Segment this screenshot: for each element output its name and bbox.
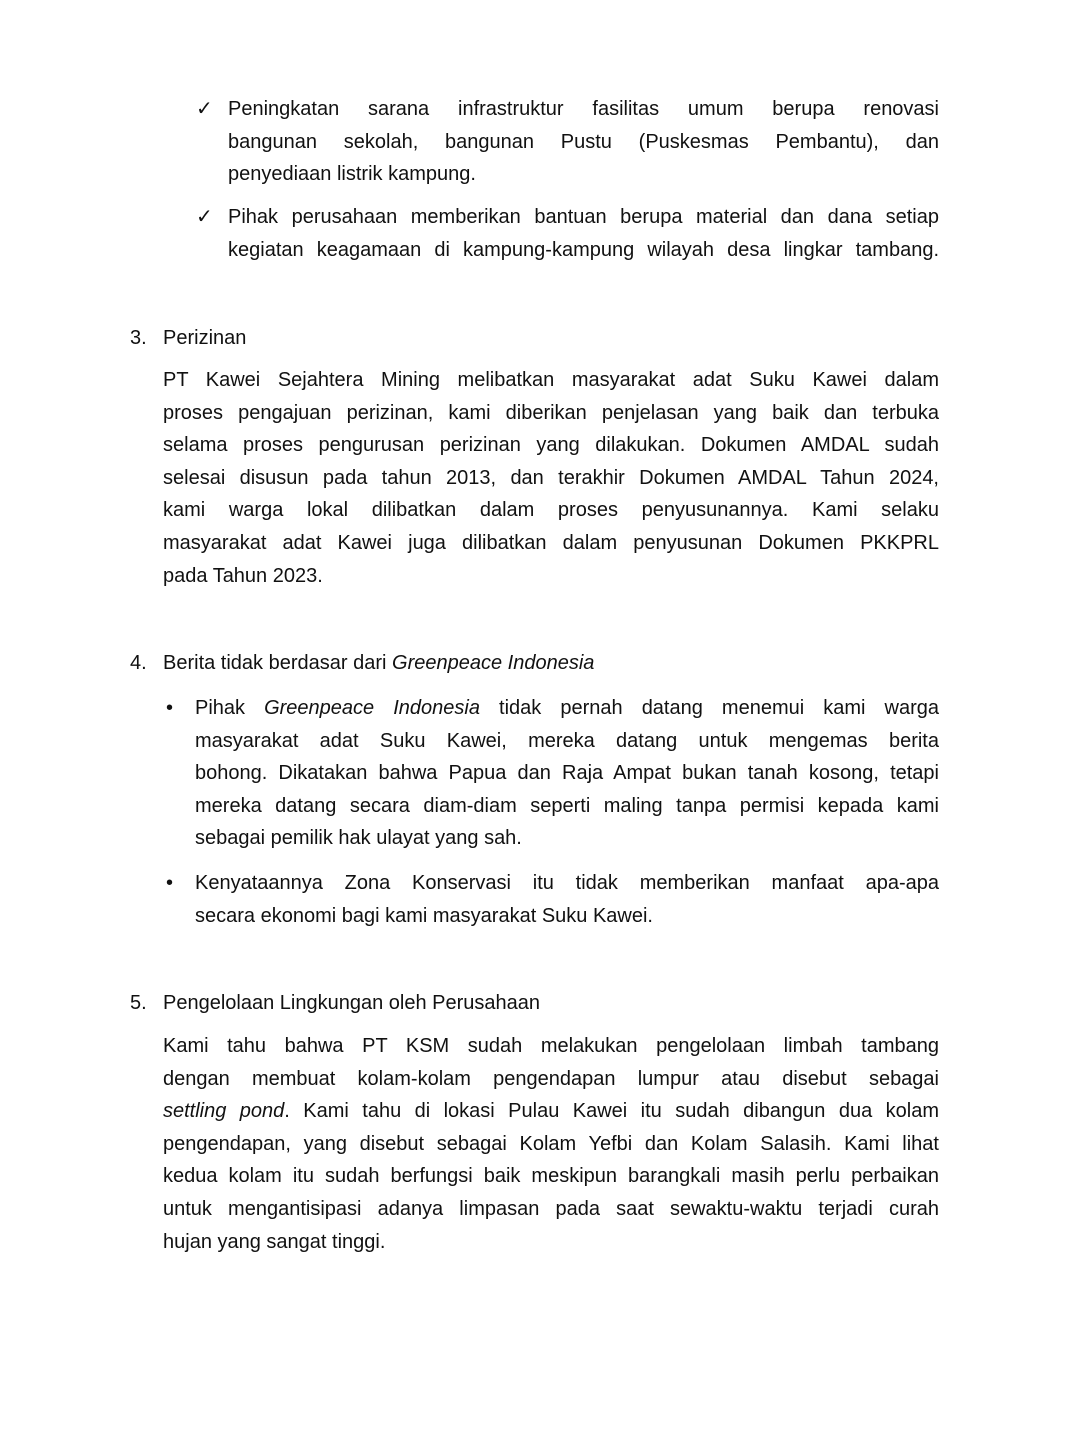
section-number: 3.: [130, 327, 147, 349]
text-line: secara ekonomi bagi kami masyarakat Suku Kawei.: [195, 904, 653, 927]
text-line: Pihak perusahaan memberikan bantuan berupa material dan dana setiap: [228, 206, 939, 228]
section-title: [163, 647, 594, 680]
text-line: masyarakat adat Suku Kawei, mereka datang untuk mengemas berita: [195, 729, 939, 752]
text-line: pada Tahun 2023.: [163, 564, 323, 587]
text-line: kedua kolam itu sudah berfungsi baik meskipun barangkali masih perlu perbaikan: [163, 1165, 939, 1188]
text-line: bohong. Dikatakan bahwa Papua dan Raja Ampat bukan tanah kosong, tetapi: [195, 762, 939, 785]
text-line: Peningkatan sarana infrastruktur fasilitas umum berupa renovasi: [228, 98, 939, 120]
text-line: selama proses pengurusan perizinan yang dilakukan. Dokumen AMDAL sudah: [163, 434, 939, 457]
text-italic: Greenpeace Indonesia: [264, 697, 480, 719]
text-line: kami warga lokal dilibatkan dalam proses penyusunannya. Kami selaku: [163, 499, 939, 522]
text-line: [163, 1095, 939, 1128]
bullet-icon: •: [166, 697, 174, 719]
text-line: Kenyataannya Zona Konservasi itu tidak memberikan manfaat apa-apa: [195, 872, 939, 894]
text-line: hujan yang sangat tinggi.: [163, 1230, 386, 1253]
section-title: Perizinan: [163, 327, 247, 349]
text-run: Pihak: [195, 697, 265, 719]
text-line: masyarakat adat Kawei juga dilibatkan dalam penyusunan Dokumen PKKPRL: [163, 531, 939, 554]
bullet-item: [195, 867, 939, 932]
title-text: Berita tidak berdasar dari: [163, 652, 393, 674]
section-body: [163, 364, 939, 592]
text-line: penyediaan listrik kampung.: [228, 163, 476, 186]
text-line: sebagai pemilik hak ulayat yang sah.: [195, 827, 522, 850]
text-run: tidak pernah datang menemui kami warga: [479, 697, 939, 719]
title-italic: Greenpeace Indonesia: [392, 652, 595, 674]
text-line: mereka datang secara diam-diam seperti maling tanpa permisi kepada kami: [195, 794, 939, 817]
section-body: [163, 1030, 939, 1258]
section-title: Pengelolaan Lingkungan oleh Perusahaan: [163, 992, 540, 1014]
text-run: . Kami tahu di lokasi Pulau Kawei itu sudah dibangun dua kolam: [284, 1100, 939, 1123]
text-line: pengendapan, yang disebut sebagai Kolam Yefbi dan Kolam Salasih. Kami lihat: [163, 1132, 939, 1155]
bullet-icon: •: [166, 872, 174, 894]
section-number: 4.: [130, 652, 147, 674]
text-line: selesai disusun pada tahun 2013, dan terakhir Dokumen AMDAL Tahun 2024,: [163, 466, 939, 489]
text-line: bangunan sekolah, bangunan Pustu (Puskesmas Pembantu), dan: [228, 130, 939, 153]
checklist-item: [228, 93, 939, 191]
text-italic: settling pond: [163, 1100, 285, 1123]
checkmark-icon: ✓: [196, 206, 213, 228]
text-line: Kami tahu bahwa PT KSM sudah melakukan pengelolaan limbah tambang: [163, 1035, 939, 1057]
checkmark-icon: ✓: [196, 98, 213, 120]
checklist-item: [228, 201, 939, 266]
text-line: untuk mengantisipasi adanya limpasan pada saat sewaktu-waktu terjadi curah: [163, 1197, 939, 1220]
text-line: [195, 692, 939, 725]
text-line: proses pengajuan perizinan, kami diberikan penjelasan yang baik dan terbuka: [163, 401, 939, 424]
text-line: kegiatan keagamaan di kampung-kampung wilayah desa lingkar tambang.: [228, 238, 939, 261]
text-line: dengan membuat kolam-kolam pengendapan lumpur atau disebut sebagai: [163, 1067, 939, 1090]
text-line: PT Kawei Sejahtera Mining melibatkan masyarakat adat Suku Kawei dalam: [163, 369, 939, 391]
section-number: 5.: [130, 992, 147, 1014]
bullet-item: [195, 692, 939, 855]
